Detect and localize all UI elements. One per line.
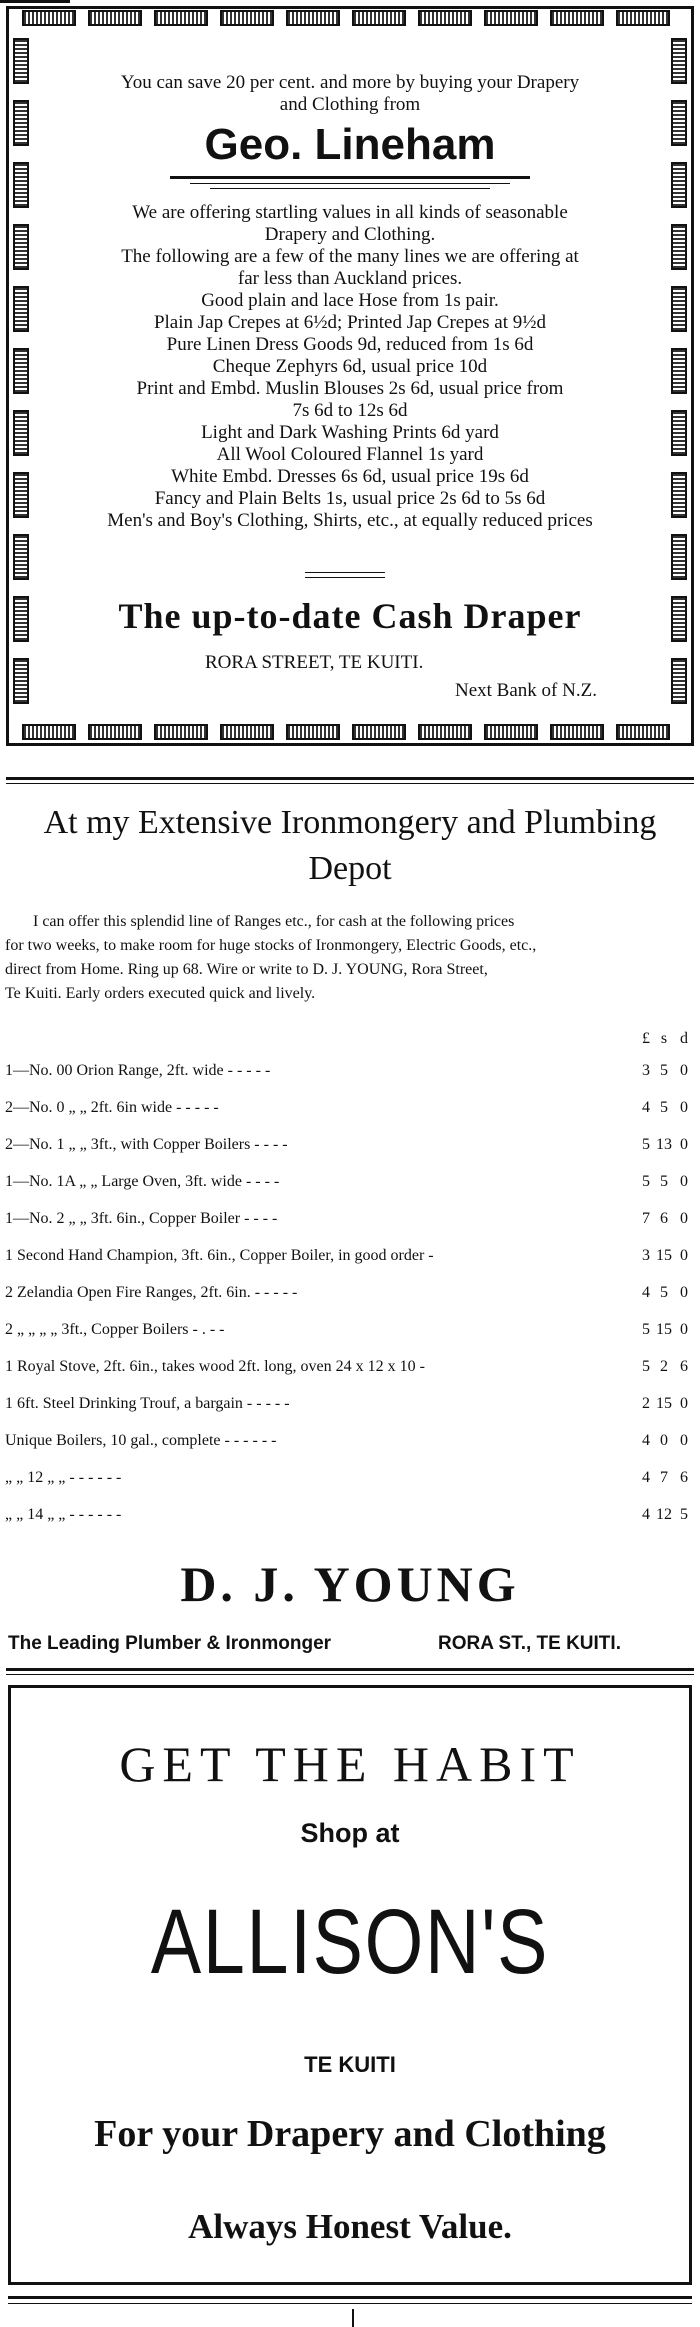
item-description: 2—No. 1 „ „ 3ft., with Copper Boilers - - - -	[5, 1136, 288, 1153]
item-description: 1—No. 1A „ „ Large Oven, 3ft. wide - - - -	[5, 1173, 280, 1190]
item-pounds: 3	[642, 1062, 650, 1079]
border-tile	[550, 10, 604, 26]
lineham-intro-line: and Clothing from	[279, 94, 421, 115]
young-name: D. J. YOUNG	[180, 1556, 520, 1612]
price-row	[5, 1395, 690, 1419]
border-tile	[286, 10, 340, 26]
border-tile	[154, 724, 208, 740]
border-tile	[671, 596, 687, 642]
item-pounds: 5	[642, 1358, 650, 1375]
item-description: 1 6ft. Steel Drinking Trouf, a bargain - - - - -	[5, 1395, 290, 1412]
item-pence: 0	[680, 1099, 688, 1116]
border-tile	[13, 38, 29, 84]
border-tile	[484, 724, 538, 740]
item-shillings: 0	[660, 1432, 668, 1449]
price-row	[5, 1506, 690, 1530]
young-intro-line: for two weeks, to make room for huge stocks of Ironmongery, Electric Goods, etc.,	[5, 937, 537, 954]
young-heading-line: Depot	[308, 850, 392, 887]
young-intro	[5, 910, 695, 1006]
allison-town: TE KUITI	[304, 2052, 396, 2077]
border-tile	[13, 658, 29, 704]
young-intro-line: direct from Home. Ring up 68. Wire or write to D. J. YOUNG, Rora Street,	[5, 961, 488, 978]
item-pence: 0	[680, 1432, 688, 1449]
item-description: Unique Boilers, 10 gal., complete - - - - - -	[5, 1432, 277, 1449]
young-footer-right: RORA ST., TE KUITI.	[438, 1633, 621, 1654]
price-row	[5, 1432, 690, 1456]
top-rule	[0, 0, 70, 3]
item-pounds: 5	[642, 1321, 650, 1338]
lineham-intro	[40, 72, 660, 116]
item-pence: 0	[680, 1062, 688, 1079]
item-shillings: 7	[660, 1469, 668, 1486]
price-row	[5, 1136, 690, 1160]
item-pounds: 2	[642, 1395, 650, 1412]
offer-line: White Embd. Dresses 6s 6d, usual price 19s 6d	[171, 466, 529, 487]
lineham-offer-list	[40, 202, 660, 532]
section-divider	[6, 1668, 694, 1671]
border-tile	[550, 724, 604, 740]
border-tile	[13, 596, 29, 642]
price-row	[5, 1099, 690, 1123]
offer-line: Good plain and lace Hose from 1s pair.	[201, 290, 499, 311]
section-divider	[6, 1674, 694, 1675]
border-tile	[671, 658, 687, 704]
item-shillings: 5	[660, 1099, 668, 1116]
border-tile	[484, 10, 538, 26]
item-shillings: 12	[656, 1506, 672, 1523]
price-row	[5, 1284, 690, 1308]
price-row	[5, 1173, 690, 1197]
lineham-tagline: The up-to-date Cash Draper	[118, 596, 582, 636]
item-shillings: 5	[660, 1062, 668, 1079]
lineham-name-underline	[170, 176, 530, 179]
item-shillings: 13	[656, 1136, 672, 1153]
price-row	[5, 1358, 690, 1382]
border-tile	[13, 286, 29, 332]
item-shillings: 15	[656, 1395, 672, 1412]
item-pounds: 4	[642, 1469, 650, 1486]
border-tile	[671, 224, 687, 270]
border-tile	[616, 10, 670, 26]
border-tile	[671, 410, 687, 456]
border-tile	[671, 472, 687, 518]
border-tile	[22, 10, 76, 26]
border-tile	[418, 724, 472, 740]
border-tile	[13, 534, 29, 580]
item-pence: 5	[680, 1506, 688, 1523]
item-pence: 0	[680, 1321, 688, 1338]
lineham-name: Geo. Lineham	[204, 120, 496, 169]
allison-value-line: Always Honest Value.	[188, 2207, 512, 2246]
item-pounds: 4	[642, 1432, 650, 1449]
item-shillings: 2	[660, 1358, 668, 1375]
border-tile	[13, 472, 29, 518]
young-intro-line: I can offer this splendid line of Ranges etc., for cash at the following prices	[33, 913, 515, 930]
bottom-rule	[8, 2303, 692, 2304]
offer-line: far less than Auckland prices.	[237, 268, 463, 289]
allison-habit: GET THE HABIT	[119, 1736, 581, 1792]
border-tile	[352, 10, 406, 26]
offer-line: Cheque Zephyrs 6d, usual price 10d	[212, 356, 488, 377]
item-description: 2 „ „ „ „ 3ft., Copper Boilers - . - -	[5, 1321, 225, 1338]
border-tile	[671, 534, 687, 580]
border-tile	[13, 224, 29, 270]
item-pence: 0	[680, 1395, 688, 1412]
item-shillings: 15	[656, 1247, 672, 1264]
offer-line: The following are a few of the many lines we are offering at	[121, 246, 579, 267]
item-description: 1—No. 2 „ „ 3ft. 6in., Copper Boiler - - - -	[5, 1210, 278, 1227]
item-shillings: 5	[660, 1284, 668, 1301]
item-description: 1 Royal Stove, 2ft. 6in., takes wood 2ft. long, oven 24 x 12 x 10 -	[5, 1358, 425, 1375]
lineham-separator	[305, 572, 385, 573]
border-tile	[671, 162, 687, 208]
item-pounds: 3	[642, 1247, 650, 1264]
border-tile	[352, 724, 406, 740]
pounds-header: £	[642, 1030, 650, 1047]
offer-line: Print and Embd. Muslin Blouses 2s 6d, usual price from	[136, 378, 564, 399]
item-shillings: 15	[656, 1321, 672, 1338]
pence-header: d	[680, 1030, 688, 1047]
lineham-intro-line: You can save 20 per cent. and more by buying your Drapery	[120, 72, 580, 93]
offer-line: Men's and Boy's Clothing, Shirts, etc., at equally reduced prices	[107, 510, 593, 531]
border-tile	[220, 10, 274, 26]
border-tile	[616, 724, 670, 740]
border-tile	[418, 10, 472, 26]
offer-line: We are offering startling values in all kinds of seasonable	[132, 202, 568, 223]
border-tile	[154, 10, 208, 26]
border-tile	[13, 348, 29, 394]
young-footer-left: The Leading Plumber & Ironmonger	[8, 1633, 332, 1654]
section-divider	[6, 783, 694, 784]
item-pounds: 4	[642, 1506, 650, 1523]
item-description: 2—No. 0 „ „ 2ft. 6in wide - - - - -	[5, 1099, 219, 1116]
offer-line: Pure Linen Dress Goods 9d, reduced from 1s 6d	[166, 334, 534, 355]
item-pence: 0	[680, 1173, 688, 1190]
item-pence: 0	[680, 1210, 688, 1227]
offer-line: Plain Jap Crepes at 6½d; Printed Jap Crepes at 9½d	[153, 312, 547, 333]
allison-shop-at: Shop at	[300, 1818, 400, 1848]
offer-line: All Wool Coloured Flannel 1s yard	[216, 444, 484, 465]
price-row	[5, 1062, 690, 1086]
item-description: 1—No. 00 Orion Range, 2ft. wide - - - - -	[5, 1062, 271, 1079]
price-row	[5, 1210, 690, 1234]
price-column-headers	[5, 1030, 690, 1054]
item-description: „ „ 12 „ „ - - - - - -	[5, 1469, 122, 1486]
offer-line: Drapery and Clothing.	[264, 224, 436, 245]
shillings-header: s	[660, 1030, 668, 1047]
lineham-next-to: Next Bank of N.Z.	[455, 680, 597, 701]
item-description: 1 Second Hand Champion, 3ft. 6in., Copper Boiler, in good order -	[5, 1247, 434, 1264]
item-description: „ „ 14 „ „ - - - - - -	[5, 1506, 122, 1523]
bottom-mark	[352, 2309, 354, 2327]
border-tile	[22, 724, 76, 740]
item-pence: 0	[680, 1136, 688, 1153]
item-shillings: 6	[660, 1210, 668, 1227]
item-pounds: 5	[642, 1173, 650, 1190]
lineham-name-underline	[190, 183, 510, 184]
lineham-separator	[305, 577, 385, 578]
item-pence: 6	[680, 1469, 688, 1486]
border-tile	[286, 724, 340, 740]
offer-line: Fancy and Plain Belts 1s, usual price 2s 6d to 5s 6d	[154, 488, 546, 509]
item-pounds: 4	[642, 1284, 650, 1301]
item-pence: 0	[680, 1284, 688, 1301]
border-tile	[13, 100, 29, 146]
border-tile	[88, 724, 142, 740]
item-pounds: 5	[642, 1136, 650, 1153]
border-tile	[220, 724, 274, 740]
young-heading	[0, 800, 700, 892]
offer-line: 7s 6d to 12s 6d	[292, 400, 408, 421]
price-row	[5, 1321, 690, 1345]
border-tile	[671, 100, 687, 146]
item-description: 2 Zelandia Open Fire Ranges, 2ft. 6in. - - - - -	[5, 1284, 298, 1301]
item-pounds: 7	[642, 1210, 650, 1227]
item-pounds: 4	[642, 1099, 650, 1116]
item-pence: 0	[680, 1247, 688, 1264]
price-row	[5, 1247, 690, 1271]
border-tile	[13, 410, 29, 456]
item-shillings: 5	[660, 1173, 668, 1190]
lineham-name-underline	[210, 188, 490, 189]
young-heading-line: At my Extensive Ironmongery and Plumbing	[43, 804, 657, 841]
offer-line: Light and Dark Washing Prints 6d yard	[201, 422, 499, 443]
bottom-rule	[8, 2296, 692, 2299]
border-tile	[13, 162, 29, 208]
border-tile	[88, 10, 142, 26]
allison-name: ALLISON'S	[150, 1891, 550, 1993]
allison-name-wrap	[8, 1890, 692, 1995]
item-pence: 6	[680, 1358, 688, 1375]
border-tile	[671, 348, 687, 394]
price-row	[5, 1469, 690, 1493]
lineham-street: RORA STREET, TE KUITI.	[205, 652, 424, 673]
border-tile	[671, 286, 687, 332]
section-divider	[6, 777, 694, 780]
border-tile	[671, 38, 687, 84]
allison-drapery-line: For your Drapery and Clothing	[94, 2113, 606, 2155]
young-intro-line: Te Kuiti. Early orders executed quick and lively.	[5, 985, 316, 1002]
